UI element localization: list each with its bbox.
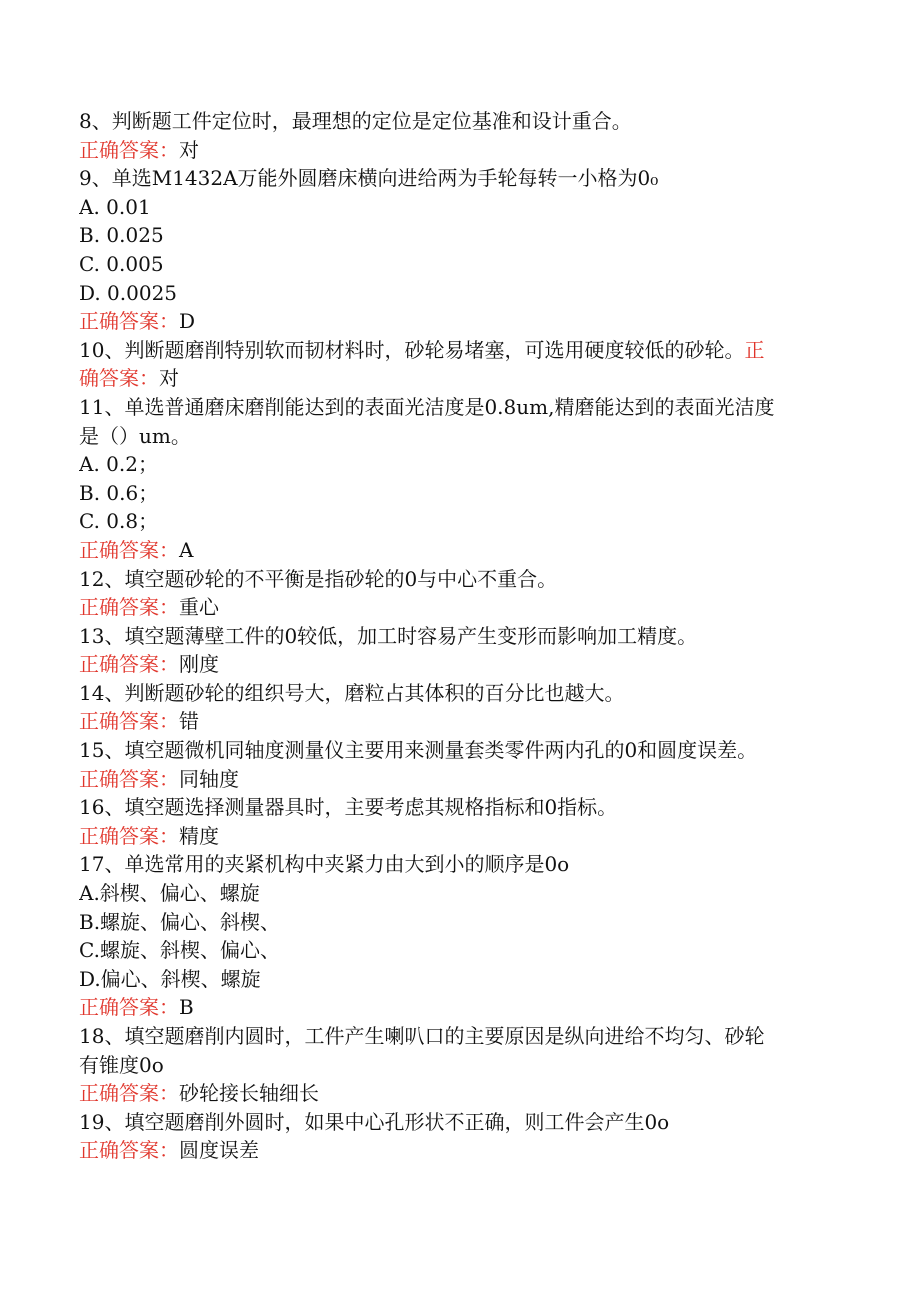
question-line [79, 936, 819, 965]
answer-value: A [179, 537, 194, 562]
question-text: D.偏心、斜楔、螺旋 [79, 966, 261, 991]
question-text: 8、判断题工件定位时，最理想的定位是定位基准和设计重合。 [79, 109, 632, 133]
question-text: B.螺旋、偏心、斜楔、 [79, 909, 281, 934]
question-line [79, 1022, 819, 1051]
question-text: A.斜楔、偏心、螺旋 [79, 881, 260, 906]
question-line [79, 965, 819, 994]
question-text: C. 0.8； [79, 509, 159, 534]
answer-value: 刚度 [179, 652, 219, 677]
answer-value: 圆度误差 [179, 1138, 259, 1163]
question-text: 有锥度0o [79, 1052, 164, 1077]
answer-label: 正确答案： [79, 995, 179, 1020]
answer-line [79, 993, 819, 1022]
answer-line [79, 707, 819, 736]
question-text: B. 0.6； [79, 480, 159, 505]
answer-value: 精度 [179, 823, 219, 848]
question-text: 13、填空题薄壁工件的0较低，加工时容易产生变形而影响加工精度。 [79, 623, 698, 648]
question-text: A. 0.2； [79, 452, 158, 477]
question-line [79, 422, 819, 451]
answer-label: 正确答案： [79, 766, 179, 791]
question-line [79, 507, 819, 536]
answer-value: 对 [179, 137, 199, 162]
question-line [79, 393, 819, 422]
question-line [79, 479, 819, 508]
answer-value: 重心 [179, 595, 219, 620]
answer-value: 同轴度 [179, 766, 239, 791]
answer-label: 正确答案： [79, 1081, 179, 1106]
answer-line [79, 536, 819, 565]
question-text: D. 0.0025 [79, 280, 178, 305]
answer-value: D [179, 309, 196, 334]
question-line [79, 793, 819, 822]
answer-line [79, 822, 819, 851]
question-line [79, 107, 819, 136]
question-text: 10、判断题磨削特别软而韧材料时，砂轮易堵塞，可选用硬度较低的砂轮。 [79, 337, 745, 362]
question-line [79, 193, 819, 222]
question-text: 16、填空题选择测量器具时，主要考虑其规格指标和0指标。 [79, 795, 618, 820]
answer-label: 正确答案： [79, 652, 179, 677]
question-text: A. 0.01 [79, 194, 151, 219]
question-text: 15、填空题微机同轴度测量仪主要用来测量套类零件两内孔的0和圆度误差。 [79, 738, 758, 763]
question-line [79, 164, 819, 193]
question-line [79, 1051, 819, 1080]
answer-line [79, 364, 819, 393]
question-text: 是（）um。 [79, 423, 191, 448]
answer-value: 砂轮接长轴细长 [179, 1081, 319, 1106]
question-line [79, 221, 819, 250]
answer-line [79, 307, 819, 336]
answer-line [79, 650, 819, 679]
answer-value: B [179, 995, 194, 1020]
answer-label: 确答案： [79, 366, 159, 391]
question-text: 18、填空题磨削内圆时，工件产生喇叭口的主要原因是纵向进给不均匀、砂轮 [79, 1024, 765, 1048]
question-line [79, 1108, 819, 1137]
question-line [79, 850, 819, 879]
question-text: B. 0.025 [79, 223, 164, 248]
question-text: 19、填空题磨削外圆时，如果中心孔形状不正确，则工件会产生0o [79, 1109, 670, 1134]
question-line [79, 565, 819, 594]
question-line [79, 879, 819, 908]
question-text: 9、单选M1432A万能外圆磨床横向进给两为手轮每转一小格为0₀ [79, 166, 659, 191]
question-text: 11、单选普通磨床磨削能达到的表面光洁度是0.8um,精磨能达到的表面光洁度 [79, 394, 775, 419]
question-line [79, 279, 819, 308]
answer-label: 正确答案： [79, 595, 179, 620]
question-line [79, 908, 819, 937]
answer-value: 错 [179, 709, 199, 734]
question-text: C.螺旋、斜楔、偏心、 [79, 938, 280, 963]
answer-line [79, 1136, 819, 1165]
answer-label: 正确答案： [79, 137, 179, 162]
answer-line [79, 593, 819, 622]
answer-label: 正 [744, 337, 765, 362]
question-text: C. 0.005 [79, 251, 164, 276]
answer-label: 正确答案： [79, 309, 179, 334]
question-line [79, 250, 819, 279]
question-line [79, 450, 819, 479]
answer-line [79, 136, 819, 165]
question-line [79, 336, 819, 365]
answer-label: 正确答案： [79, 1138, 179, 1163]
question-text: 17、单选常用的夹紧机构中夹紧力由大到小的顺序是0o [79, 852, 570, 877]
answer-line [79, 765, 819, 794]
answer-value: 对 [159, 366, 179, 391]
answer-label: 正确答案： [79, 823, 179, 848]
answer-line [79, 1079, 819, 1108]
question-line [79, 679, 819, 708]
answer-label: 正确答案： [79, 709, 179, 734]
question-text: 14、判断题砂轮的组织号大，磨粒占其体积的百分比也越大。 [79, 680, 625, 705]
question-text: 12、填空题砂轮的不平衡是指砂轮的0与中心不重合。 [79, 566, 558, 591]
answer-label: 正确答案： [79, 537, 179, 562]
question-list [79, 107, 819, 1165]
question-line [79, 622, 819, 651]
question-line [79, 736, 819, 765]
